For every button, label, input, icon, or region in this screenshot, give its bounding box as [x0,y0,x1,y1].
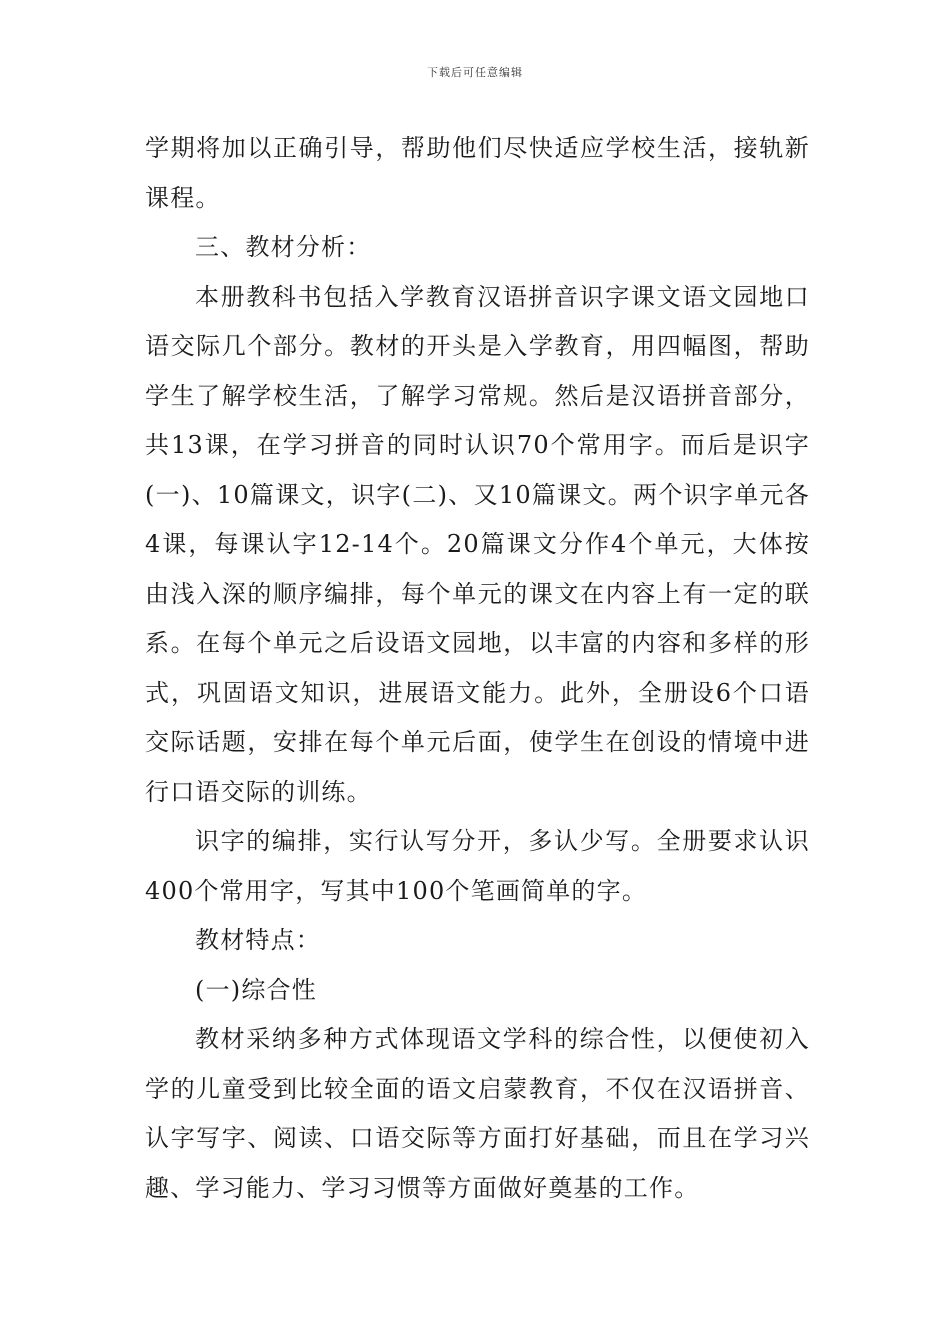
subheading-comprehensiveness: (一)综合性 [195,975,317,1004]
paragraph-continuation: 学期将加以正确引导，帮助他们尽快适应学校生活，接轨新课程。 [145,134,810,212]
section-heading-textbook-analysis: 三、教材分析： [195,233,372,261]
document-body [145,124,810,1213]
paragraph-comprehensiveness: 教材采纳多种方式体现语文学科的综合性，以便使初入学的儿童受到比较全面的语文启蒙教育，不仅在汉语拼音、认字写字、阅读、口语交际等方面打好基础，而且在学习兴趣、学习能力、学习习惯等方面做好奠基的工作。 [145,1025,810,1202]
paragraph-literacy-arrangement: 识字的编排，实行认写分开，多认少写。全册要求认识400个常用字，写其中100个笔画简单的字。 [145,827,810,905]
page-header-note: 下载后可任意编辑 [427,66,523,79]
subheading-textbook-features: 教材特点： [195,926,321,954]
paragraph-textbook-contents: 本册教科书包括入学教育汉语拼音识字课文语文园地口语交际几个部分。教材的开头是入学教育，用四幅图，帮助学生了解学校生活，了解学习常规。然后是汉语拼音部分，共13课，在学习拼音的同时认识70个常用字。而后是识字(一)、10篇课文，识字(二)、又10篇课文。两个识字单元各4课，每课认字12-14个。20篇课文分作4个单元，大体按由浅入深的顺序编排，每个单元的课文在内容上有一定的联系。在每个单元之后设语文园地，以丰富的内容和多样的形式，巩固语文知识，进展语文能力。此外，全册设6个口语交际话题，安排在每个单元后面，使学生在创设的情境中进行口语交际的训练。 [145,282,810,806]
